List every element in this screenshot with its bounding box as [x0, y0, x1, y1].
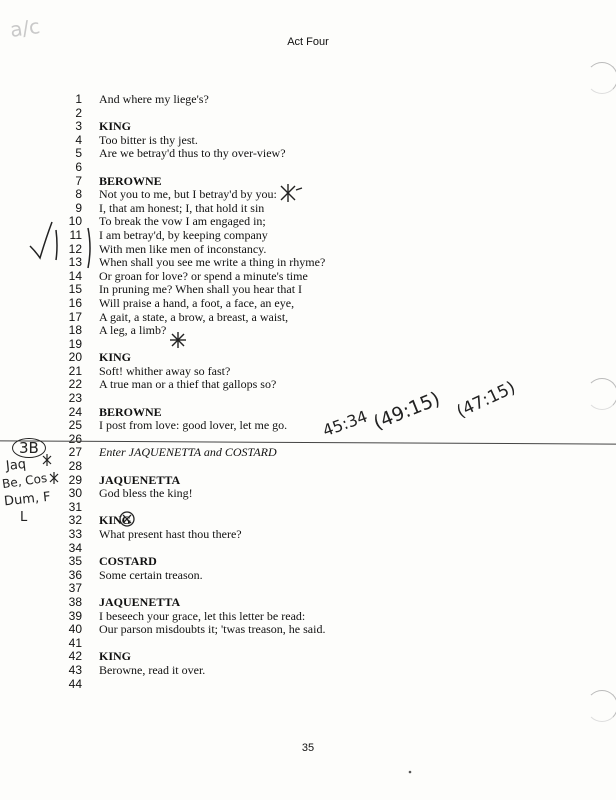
line-number: 3 [75, 119, 82, 134]
line-number: 7 [75, 173, 82, 188]
line-number: 5 [75, 146, 82, 161]
line-number: 9 [75, 200, 82, 215]
line-number: 29 [68, 472, 82, 487]
line-number: 38 [68, 594, 82, 609]
timing-note-3: (47:15) [453, 377, 519, 423]
line-number: 11 [69, 227, 82, 242]
line-text: To break the vow I am engaged in; [99, 214, 266, 229]
check-mark [30, 222, 90, 268]
line-text: In pruning me? When shall you hear that I [99, 282, 303, 297]
line-text: Will praise a hand, a foot, a face, an eye, [99, 295, 295, 310]
line-number: 17 [68, 309, 82, 324]
line-text: Our parson misdoubts it; 'twas treason, he said. [99, 622, 326, 637]
line-text: I beseech your grace, let this letter be read: [99, 608, 306, 623]
line-number: 27 [68, 445, 82, 460]
circled-x-mark [120, 512, 134, 526]
line-number: 28 [68, 459, 82, 474]
cue-number: 3B [12, 438, 46, 458]
line-number: 41 [68, 635, 82, 650]
line-number: 10 [68, 214, 82, 229]
line-number: 37 [68, 581, 82, 596]
line-text: Some certain treason. [99, 567, 203, 582]
line-number: 31 [68, 499, 82, 514]
line-text: I am betray'd, by keeping company [99, 227, 268, 242]
act-header: Act Four [287, 36, 329, 48]
asterisk-mark [43, 454, 58, 484]
line-number: 36 [68, 567, 82, 582]
asterisk-mark [170, 332, 186, 348]
line-number: 12 [68, 241, 82, 256]
timing-note-1: 45:34 [320, 406, 370, 441]
line-text: Are we betray'd thus to thy over-view? [99, 146, 286, 161]
speaker-name: JAQUENETTA [99, 594, 181, 609]
line-number: 44 [68, 676, 82, 691]
line-number: 18 [68, 323, 82, 338]
line-number: 14 [68, 268, 82, 283]
speaker-name: JAQUENETTA [99, 472, 181, 487]
cue-note-line-3: Dum, F [3, 489, 52, 510]
speaker-name: KING [99, 513, 132, 528]
line-number: 40 [68, 622, 82, 637]
line-number: 1 [75, 92, 82, 106]
line-number: 30 [68, 486, 82, 501]
line-text: Or groan for love? or spend a minute's time [99, 268, 308, 283]
timing-note-2: (49:15) [370, 387, 444, 435]
line-text: A gait, a state, a brow, a breast, a waist, [99, 309, 289, 324]
speaker-name: KING [99, 649, 132, 664]
line-number: 19 [68, 336, 82, 351]
line-number: 35 [68, 554, 82, 569]
line-number: 32 [68, 513, 82, 528]
line-number: 13 [68, 255, 82, 270]
line-number: 22 [68, 377, 82, 392]
line-text: A true man or a thief that gallops so? [99, 377, 277, 392]
speaker-name: BEROWNE [99, 173, 162, 188]
line-number: 2 [75, 105, 82, 120]
line-number: 24 [68, 404, 82, 419]
asterisk-mark [281, 184, 302, 202]
line-text: I, that am honest; I, that hold it sin [99, 200, 265, 215]
line-text: What present hast thou there? [99, 527, 242, 541]
line-text: With men like men of inconstancy. [99, 241, 267, 256]
line-text: Enter JAQUENETTA and COSTARD [99, 445, 277, 460]
line-text: Soft! whither away so fast? [99, 363, 231, 378]
speaker-name: KING [99, 350, 132, 365]
line-number: 33 [68, 527, 82, 541]
line-number: 43 [68, 662, 82, 677]
line-number: 42 [68, 649, 82, 664]
line-number: 20 [68, 350, 82, 365]
line-number: 16 [68, 295, 82, 310]
line-text: God bless the king! [99, 486, 193, 501]
line-text: Not you to me, but I betray'd by you: [99, 187, 277, 202]
line-number: 4 [75, 132, 82, 147]
line-text: Too bitter is thy jest. [99, 132, 198, 147]
line-number: 15 [68, 282, 82, 297]
speaker-name: COSTARD [99, 554, 157, 569]
page-number: 35 [301, 742, 315, 754]
line-number: 39 [68, 608, 82, 623]
cue-note-line-1: Jaq [5, 456, 27, 475]
corner-scribble: a/c [8, 14, 42, 42]
speaker-name: KING [99, 119, 132, 134]
line-number: 25 [68, 418, 82, 433]
line-text: A leg, a limb? [99, 323, 167, 338]
line-text: When shall you see me write a thing in rhyme? [99, 255, 326, 270]
line-text: Berowne, read it over. [99, 662, 206, 677]
line-text: And where my liege's? [99, 92, 209, 106]
cue-note-line-4: L [20, 510, 28, 525]
line-number: 34 [68, 540, 82, 555]
line-number: 23 [68, 391, 82, 406]
line-number: 6 [75, 159, 82, 174]
line-number: 8 [75, 187, 82, 202]
line-number: 21 [68, 363, 82, 378]
line-text: I post from love: good lover, let me go. [99, 418, 288, 433]
speaker-name: BEROWNE [99, 404, 162, 419]
line-number: 26 [68, 431, 82, 446]
cue-note-line-2: Be, Cos [1, 470, 48, 492]
